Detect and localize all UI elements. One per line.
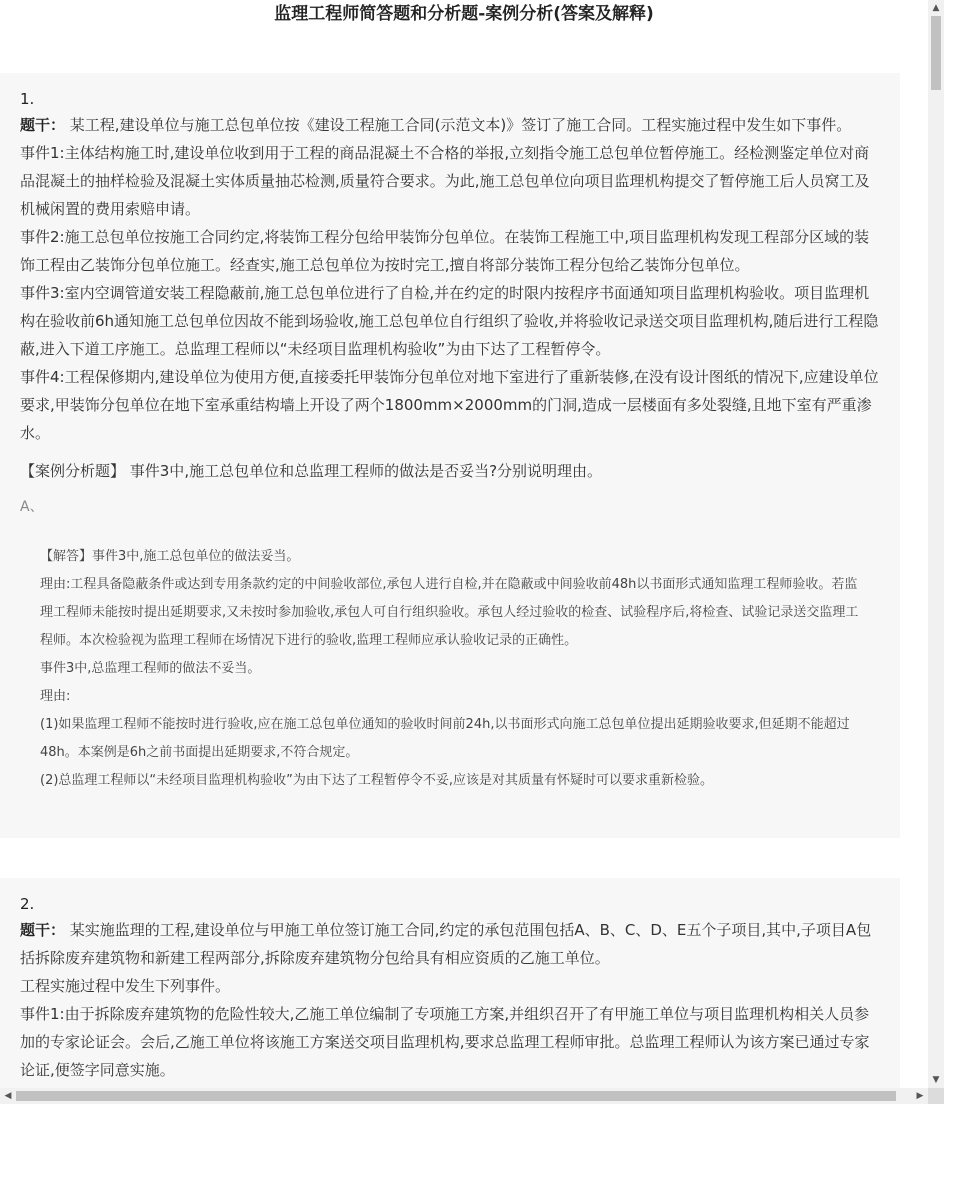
stem-label: 题干：	[20, 921, 66, 939]
page-title: 监理工程师简答题和分析题-案例分析(答案及解释)	[274, 4, 654, 24]
stem-text: 某工程,建设单位与施工总包单位按《建设工程施工合同(示范文本)》签订了施工合同。工程实施过程中发生如下事件。	[69, 116, 852, 134]
event-1: 事件1:由于拆除废弃建筑物的危险性较大,乙施工单位编制了专项施工方案,并组织召开了有甲施工单位与项目监理机构相关人员参加的专家论证会。会后,乙施工单位将该施工方案送交项目监理机构,要求总监理工程师审批。总监理工程师认为该方案已通过专家论证,便签字同意实施。	[20, 1005, 870, 1079]
question-stem	[20, 111, 880, 139]
vertical-scrollbar[interactable]	[928, 0, 944, 1088]
answer-line: 理由:工程具备隐蔽条件或达到专用条款约定的中间验收部位,承包人进行自检,并在隐蔽或中间验收前48h以书面形式通知监理工程师验收。若监理工程师未能按时提出延期要求,又未按时参加验收,承包人可自行组织验收。承包人经过验收的检查、试验程序后,将检查、试验记录送交监理工程师。本次检验视为监理工程师在场情况下进行的验收,监理工程师应承认验收记录的正确性。	[40, 577, 859, 648]
event-3: 事件3:室内空调管道安装工程隐蔽前,施工总包单位进行了自检,并在约定的时限内按程序书面通知项目监理机构验收。项目监理机构在验收前6h通知施工总包单位因故不能到场验收,施工总包单位自行组织了验收,并将验收记录送交项目监理机构,随后进行工程隐蔽,进入下道工序施工。总监理工程师以“未经项目监理机构验收”为由下达了工程暂停令。	[20, 284, 879, 358]
horizontal-scrollbar[interactable]	[0, 1088, 928, 1104]
event-4: 事件4:工程保修期内,建设单位为使用方便,直接委托甲装饰分包单位对地下室进行了重新装修,在没有设计图纸的情况下,应建设单位要求,甲装饰分包单位在地下室承重结构墙上开设了两个1800mm×2000mm的门洞,造成一层楼面有多处裂缝,且地下室有严重渗水。	[20, 368, 879, 442]
horizontal-scroll-thumb[interactable]	[16, 1091, 896, 1101]
event-2: 事件2:施工总包单位按施工合同约定,将装饰工程分包给甲装饰分包单位。在装饰工程施工中,项目监理机构发现工程部分区域的装饰工程由乙装饰分包单位施工。经查实,施工总包单位为按时完工,擅自将部分装饰工程分包给乙装饰分包单位。	[20, 228, 870, 274]
question-stem	[20, 916, 880, 972]
case-analysis-question: 【案例分析题】 事件3中,施工总包单位和总监理工程师的做法是否妥当?分别说明理由。	[20, 462, 603, 480]
stem-label: 题干：	[20, 116, 66, 134]
scroll-down-arrow-icon[interactable]: ▼	[932, 1075, 940, 1085]
stem-text: 某实施监理的工程,建设单位与甲施工单位签订施工合同,约定的承包范围包括A、B、C、D、E五个子项目,其中,子项目A包括拆除废弃建筑物和新建工程两部分,拆除废弃建筑物分包给具有相应资质的乙施工单位。	[20, 921, 872, 967]
scroll-up-arrow-icon[interactable]: ▲	[932, 3, 940, 13]
answer-line: (1)如果监理工程师不能按时进行验收,应在施工总包单位通知的验收时间前24h,以书面形式向施工总包单位提出延期验收要求,但延期不能超过48h。本案例是6h之前书面提出延期要求,不符合规定。	[40, 717, 850, 760]
question-number: 1.	[20, 90, 35, 108]
event-intro: 工程实施过程中发生下列事件。	[20, 977, 231, 995]
answer-block	[20, 543, 880, 795]
scroll-right-arrow-icon[interactable]: ▶	[916, 1091, 924, 1101]
scroll-left-arrow-icon[interactable]: ◀	[4, 1091, 12, 1101]
question-number: 2.	[20, 895, 35, 913]
answer-line: (2)总监理工程师以“未经项目监理机构验收”为由下达了工程暂停令不妥,应该是对其质量有怀疑时可以要求重新检验。	[40, 773, 714, 788]
answer-line: 事件3中,总监理工程师的做法不妥当。	[40, 661, 261, 676]
answer-line: 理由:	[40, 689, 71, 704]
option-a[interactable]: A、	[20, 499, 44, 515]
answer-line: 【解答】事件3中,施工总包单位的做法妥当。	[40, 549, 300, 564]
question-card-1	[0, 73, 900, 838]
scrollbar-corner	[928, 1088, 944, 1104]
event-1: 事件1:主体结构施工时,建设单位收到用于工程的商品混凝土不合格的举报,立刻指令施工总包单位暂停施工。经检测鉴定单位对商品混凝土的抽样检验及混凝土实体质量抽芯检测,质量符合要求。为此,施工总包单位向项目监理机构提交了暂停施工后人员窝工及机械闲置的费用索赔申请。	[20, 144, 870, 218]
vertical-scroll-thumb[interactable]	[931, 16, 941, 90]
question-card-2	[0, 878, 900, 1088]
